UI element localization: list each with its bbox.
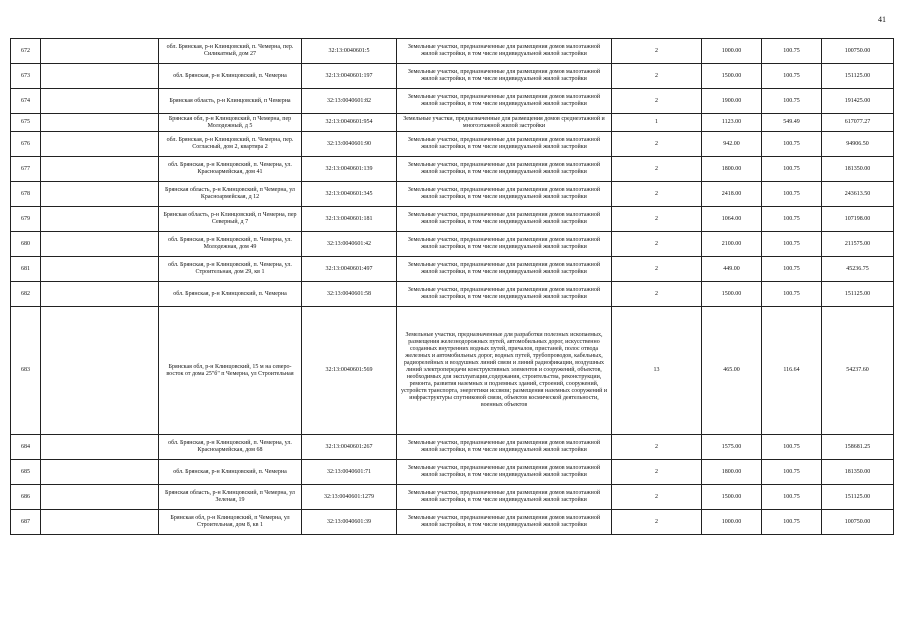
- group-cell: 2: [612, 157, 702, 182]
- land-use-cell: Земельные участки, предназначенные для размещения домов малоэтажной жилой застройки, в том числе индивидуальной жилой застройки: [397, 460, 612, 485]
- land-use-cell: Земельные участки, предназначенные для размещения домов малоэтажной жилой застройки, в том числе индивидуальной жилой застройки: [397, 64, 612, 89]
- area-cell: 1500.00: [702, 64, 762, 89]
- cadastral-value-cell: 243613.50: [822, 182, 894, 207]
- address-cell: Брянская область, р-н Клинцовский, п Чемерна: [159, 89, 302, 114]
- table-row: [11, 435, 894, 460]
- address-cell: Брянская область, р-н Клинцовский, п Чемерна, пер Северный, д 7: [159, 207, 302, 232]
- table-row: [11, 182, 894, 207]
- rate-cell: 100.75: [762, 460, 822, 485]
- group-cell: 2: [612, 39, 702, 64]
- group-cell: 2: [612, 207, 702, 232]
- cadastral-value-cell: 45236.75: [822, 257, 894, 282]
- group-cell: 2: [612, 89, 702, 114]
- table-row: [11, 307, 894, 435]
- blank-cell: [41, 157, 159, 182]
- group-cell: 2: [612, 257, 702, 282]
- address-cell: обл. Брянская, р-н Клинцовский, п. Чемерна: [159, 282, 302, 307]
- row-number-cell: 674: [11, 89, 41, 114]
- area-cell: 1800.00: [702, 157, 762, 182]
- area-cell: 1123.00: [702, 114, 762, 132]
- blank-cell: [41, 282, 159, 307]
- rate-cell: 100.75: [762, 207, 822, 232]
- area-cell: 1500.00: [702, 485, 762, 510]
- address-cell: обл. Брянская, р-н Клинцовский, п. Чемерна, ул. Красноармейская, дом 68: [159, 435, 302, 460]
- cadastral-number-cell: 32:13:0040601:58: [302, 282, 397, 307]
- page-number: 41: [878, 15, 886, 24]
- table-row: [11, 207, 894, 232]
- address-cell: Брянская область, р-н Клинцовский, п Чемерна, ул Красноармейская, д 12: [159, 182, 302, 207]
- land-use-cell: Земельные участки, предназначенные для размещения домов малоэтажной жилой застройки, в том числе индивидуальной жилой застройки: [397, 207, 612, 232]
- area-cell: 1064.00: [702, 207, 762, 232]
- cadastral-value-cell: 54237.60: [822, 307, 894, 435]
- group-cell: 2: [612, 435, 702, 460]
- cadastral-value-cell: 158681.25: [822, 435, 894, 460]
- cadastral-value-cell: 151125.00: [822, 485, 894, 510]
- rate-cell: 549.49: [762, 114, 822, 132]
- table-row: [11, 232, 894, 257]
- group-cell: 1: [612, 114, 702, 132]
- table-row: [11, 510, 894, 535]
- cadastral-value-cell: 94906.50: [822, 132, 894, 157]
- land-use-cell: Земельные участки, предназначенные для размещения домов среднеэтажной и многоэтажной жилой застройки: [397, 114, 612, 132]
- blank-cell: [41, 39, 159, 64]
- rate-cell: 100.75: [762, 39, 822, 64]
- address-cell: обл. Брянская, р-н Клинцовский, п. Чемерна, ул. Строительная, дом 29, кв 1: [159, 257, 302, 282]
- table-row: [11, 89, 894, 114]
- rate-cell: 100.75: [762, 485, 822, 510]
- blank-cell: [41, 64, 159, 89]
- cadastral-number-cell: 32:13:0040601:497: [302, 257, 397, 282]
- land-use-cell: Земельные участки, предназначенные для размещения домов малоэтажной жилой застройки, в том числе индивидуальной жилой застройки: [397, 157, 612, 182]
- blank-cell: [41, 485, 159, 510]
- land-use-cell: Земельные участки, предназначенные для размещения домов малоэтажной жилой застройки, в том числе индивидуальной жилой застройки: [397, 89, 612, 114]
- blank-cell: [41, 307, 159, 435]
- table-row: [11, 257, 894, 282]
- table-row: [11, 157, 894, 182]
- area-cell: 465.00: [702, 307, 762, 435]
- row-number-cell: 684: [11, 435, 41, 460]
- rate-cell: 100.75: [762, 435, 822, 460]
- cadastral-value-cell: 191425.00: [822, 89, 894, 114]
- cadastral-value-cell: 181350.00: [822, 157, 894, 182]
- address-cell: обл. Брянская, р-н Клинцовский, п. Чемерна, ул. Молодежная, дом 49: [159, 232, 302, 257]
- land-use-cell: Земельные участки, предназначенные для размещения домов малоэтажной жилой застройки, в том числе индивидуальной жилой застройки: [397, 485, 612, 510]
- blank-cell: [41, 89, 159, 114]
- rate-cell: 100.75: [762, 182, 822, 207]
- group-cell: 13: [612, 307, 702, 435]
- table-row: [11, 282, 894, 307]
- land-use-cell: Земельные участки, предназначенные для размещения домов малоэтажной жилой застройки, в том числе индивидуальной жилой застройки: [397, 39, 612, 64]
- address-cell: обл. Брянская, р-н Клинцовский, п. Чемерна: [159, 460, 302, 485]
- rate-cell: 100.75: [762, 510, 822, 535]
- cadastral-value-cell: 181350.00: [822, 460, 894, 485]
- blank-cell: [41, 257, 159, 282]
- table-row: [11, 460, 894, 485]
- blank-cell: [41, 132, 159, 157]
- row-number-cell: 680: [11, 232, 41, 257]
- cadastral-value-cell: 107198.00: [822, 207, 894, 232]
- address-cell: Брянская обл, р-н Клинцовский, 15 м на северо-восток от дома 25"б" п Чемерна, ул Строительная: [159, 307, 302, 435]
- cadastral-number-cell: 32:13:0040601:954: [302, 114, 397, 132]
- cadastral-value-cell: 100750.00: [822, 510, 894, 535]
- row-number-cell: 676: [11, 132, 41, 157]
- blank-cell: [41, 114, 159, 132]
- area-cell: 2100.00: [702, 232, 762, 257]
- area-cell: 2418.00: [702, 182, 762, 207]
- land-use-cell: Земельные участки, предназначенные для размещения домов малоэтажной жилой застройки, в том числе индивидуальной жилой застройки: [397, 510, 612, 535]
- land-use-cell: Земельные участки, предназначенные для размещения домов малоэтажной жилой застройки, в том числе индивидуальной жилой застройки: [397, 182, 612, 207]
- table-row: [11, 132, 894, 157]
- cadastral-number-cell: 32:13:0040601:181: [302, 207, 397, 232]
- land-use-cell: Земельные участки, предназначенные для разработки полезных ископаемых, размещения железнодорожных путей, автомобильных дорог, искусственно созданных внутренних водных путей, причалов, пристаней, полос отвода железных и автомобильных дорог, водных путей, трубопроводов, кабельных, радиорелейных и воздушных линий связи и линий радиофикации, воздушных линий электропередачи конструктивных элементов и сооружений, объектов, необходимых для эксплуатации,содержания, строительства, реконструкции, ремонта, развития наземных и подземных зданий, строений, сооружений, устройств транспорта, энергетики иссвязи; размещения наземных сооружений и инфраструктуры спутниковой связи, объектов космической деятельности, военных объектов: [397, 307, 612, 435]
- cadastral-number-cell: 32:13:0040601:345: [302, 182, 397, 207]
- area-cell: 1900.00: [702, 89, 762, 114]
- address-cell: обл. Брянская, р-н Клинцовский, п. Чемерна: [159, 64, 302, 89]
- table-row: [11, 39, 894, 64]
- row-number-cell: 673: [11, 64, 41, 89]
- row-number-cell: 672: [11, 39, 41, 64]
- address-cell: Брянская обл, р-н Клинцовский, п Чемерна, пер Молодежный, д 5: [159, 114, 302, 132]
- cadastral-value-cell: 151125.00: [822, 64, 894, 89]
- land-use-cell: Земельные участки, предназначенные для размещения домов малоэтажной жилой застройки, в том числе индивидуальной жилой застройки: [397, 232, 612, 257]
- area-cell: 1800.00: [702, 460, 762, 485]
- area-cell: 1000.00: [702, 510, 762, 535]
- blank-cell: [41, 460, 159, 485]
- row-number-cell: 681: [11, 257, 41, 282]
- address-cell: Брянская обл, р-н Клинцовский, п Чемерна, ул Строительная, дом 8, кв 1: [159, 510, 302, 535]
- blank-cell: [41, 510, 159, 535]
- cadastral-number-cell: 32:13:0040601:5: [302, 39, 397, 64]
- group-cell: 2: [612, 282, 702, 307]
- cadastral-number-cell: 32:13:0040601:82: [302, 89, 397, 114]
- area-cell: 942.00: [702, 132, 762, 157]
- area-cell: 449.00: [702, 257, 762, 282]
- area-cell: 1000.00: [702, 39, 762, 64]
- row-number-cell: 675: [11, 114, 41, 132]
- table-row: [11, 114, 894, 132]
- cadastral-value-table: [10, 38, 894, 535]
- blank-cell: [41, 435, 159, 460]
- group-cell: 2: [612, 460, 702, 485]
- rate-cell: 100.75: [762, 132, 822, 157]
- row-number-cell: 683: [11, 307, 41, 435]
- rate-cell: 100.75: [762, 157, 822, 182]
- row-number-cell: 682: [11, 282, 41, 307]
- cadastral-number-cell: 32:13:0040601:1279: [302, 485, 397, 510]
- cadastral-value-cell: 617077.27: [822, 114, 894, 132]
- row-number-cell: 685: [11, 460, 41, 485]
- land-use-cell: Земельные участки, предназначенные для размещения домов малоэтажной жилой застройки, в том числе индивидуальной жилой застройки: [397, 257, 612, 282]
- cadastral-number-cell: 32:13:0040601:569: [302, 307, 397, 435]
- land-use-cell: Земельные участки, предназначенные для размещения домов малоэтажной жилой застройки, в том числе индивидуальной жилой застройки: [397, 435, 612, 460]
- blank-cell: [41, 182, 159, 207]
- cadastral-number-cell: 32:13:0040601:267: [302, 435, 397, 460]
- address-cell: обл. Брянская, р-н Клинцовский, п. Чемерна, ул. Красноармейская, дом 41: [159, 157, 302, 182]
- row-number-cell: 686: [11, 485, 41, 510]
- rate-cell: 100.75: [762, 89, 822, 114]
- row-number-cell: 679: [11, 207, 41, 232]
- blank-cell: [41, 207, 159, 232]
- land-use-cell: Земельные участки, предназначенные для размещения домов малоэтажной жилой застройки, в том числе индивидуальной жилой застройки: [397, 282, 612, 307]
- blank-cell: [41, 232, 159, 257]
- rate-cell: 100.75: [762, 257, 822, 282]
- group-cell: 2: [612, 132, 702, 157]
- rate-cell: 116.64: [762, 307, 822, 435]
- address-cell: обл. Брянская, р-н Клинцовский, п. Чемерна, пер. Согласный, дом 2, квартира 2: [159, 132, 302, 157]
- group-cell: 2: [612, 182, 702, 207]
- row-number-cell: 677: [11, 157, 41, 182]
- group-cell: 2: [612, 232, 702, 257]
- area-cell: 1500.00: [702, 282, 762, 307]
- land-use-cell: Земельные участки, предназначенные для размещения домов малоэтажной жилой застройки, в том числе индивидуальной жилой застройки: [397, 132, 612, 157]
- cadastral-number-cell: 32:13:0040601:139: [302, 157, 397, 182]
- rate-cell: 100.75: [762, 282, 822, 307]
- cadastral-number-cell: 32:13:0040601:197: [302, 64, 397, 89]
- group-cell: 2: [612, 64, 702, 89]
- rate-cell: 100.75: [762, 64, 822, 89]
- cadastral-value-cell: 211575.00: [822, 232, 894, 257]
- group-cell: 2: [612, 485, 702, 510]
- cadastral-value-cell: 151125.00: [822, 282, 894, 307]
- table-row: [11, 64, 894, 89]
- area-cell: 1575.00: [702, 435, 762, 460]
- cadastral-value-cell: 100750.00: [822, 39, 894, 64]
- cadastral-number-cell: 32:13:0040601:42: [302, 232, 397, 257]
- cadastral-number-cell: 32:13:0040601:39: [302, 510, 397, 535]
- table-row: [11, 485, 894, 510]
- row-number-cell: 678: [11, 182, 41, 207]
- rate-cell: 100.75: [762, 232, 822, 257]
- cadastral-number-cell: 32:13:0040601:90: [302, 132, 397, 157]
- group-cell: 2: [612, 510, 702, 535]
- address-cell: Брянская область, р-н Клинцовский, п Чемерна, ул Зеленая, 19: [159, 485, 302, 510]
- cadastral-number-cell: 32:13:0040601:71: [302, 460, 397, 485]
- row-number-cell: 687: [11, 510, 41, 535]
- address-cell: обл. Брянская, р-н Клинцовский, п. Чемерна, пер. Силикатный, дом 27: [159, 39, 302, 64]
